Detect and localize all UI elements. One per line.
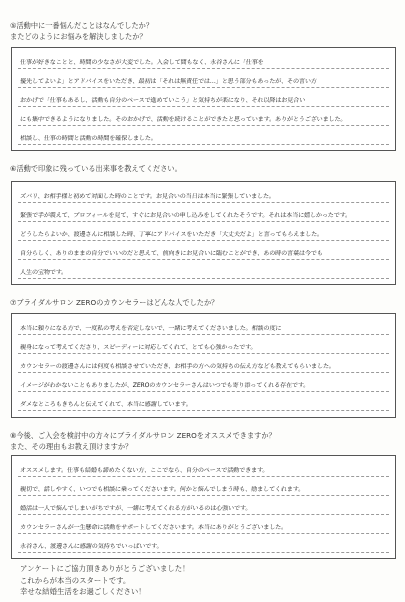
closing-line-3: 幸せな結婚生活をお過ごしください！	[20, 587, 146, 596]
answer-8-line-3: 婚活は一人で悩んでしまいがちですが、一緒に考えてくれる方がいるのは心強いです。	[19, 505, 252, 512]
answer-box-6	[11, 181, 396, 285]
question-6-line-1: ⑥活動で印象に残っている出来事を教えてください。	[10, 164, 182, 173]
closing-line-1: アンケートにご協力頂きありがとうございました！	[20, 564, 190, 573]
answer-box-7	[11, 313, 396, 418]
answer-box-8	[11, 455, 396, 559]
question-5-line-2: またどのようにお悩みを解決しましたか？	[10, 32, 147, 41]
answer-7-line-3: カウンセラーの渡邊さんには何度も相談させていただき、お相手の方への気持ちの伝え方なども教えてもらいました。	[19, 363, 336, 370]
answer-5-line-2: 優先してよいよ」とアドバイスをいただき、最初は「それは無責任では…」と思う部分もあったが、その言い方	[19, 78, 317, 85]
question-6	[10, 163, 395, 174]
answer-5-line-3: おかげで「仕事もあるし、活動も自分のペースで進めていこう」と気持ちが楽になり、それ以降はお見合い	[19, 97, 306, 104]
question-7-line-1: ⑦ブライダルサロン ZEROのカウンセラーはどんな人でしたか？	[10, 298, 219, 307]
answer-6-line-5: 人生の宝物です。	[19, 269, 68, 276]
question-5	[10, 20, 395, 42]
answer-7-line-1: 本当に頼りになる方で、一度私の考えを否定しないで、一緒に考えてくださいました。相談の度に	[19, 325, 282, 332]
answer-8-line-1: オススメします。仕事も結婚も諦めたくない方、ここでなら、自分のペースで活動できます。	[19, 467, 269, 474]
answer-8-line-5: 永谷さん、渡邊さんに感謝の気持ちでいっぱいです。	[19, 543, 163, 550]
question-5-line-1: ⑤活動中に一番悩んだことはなんでしたか？	[10, 21, 154, 30]
answer-7-line-4: イメージがわかないこともありましたが、ZEROのカウンセラーさんはいつでも寄り添ってくれる存在です。	[19, 382, 310, 389]
answer-box-5	[11, 47, 396, 151]
answer-6-line-1: ズバリ、お相手様と初めて対面した時のことです。お見合いの当日は本当に緊張していました。	[19, 193, 276, 200]
closing-line-2: これからが本当のスタートです。	[20, 575, 131, 585]
answer-7-line-2: 親身になって考えてくださり、スピーディーに対応してくれて、とても心強かったです。	[19, 344, 257, 351]
closing-message	[20, 563, 380, 598]
answer-8-line-2: 親切で、話しやすく、いつでも相談に乗ってくださいます。何かと悩んでしまう時も、励ましてくれます。	[19, 486, 305, 493]
question-8-line-1: ⑧今後、ご入会を検討中の方々にブライダルサロン ZEROをオススメできますか？	[10, 431, 276, 440]
question-8	[10, 430, 395, 452]
answer-6-line-4: 自分らしく、ありのままの自分でいいのだと思えて、前向きにお見合いに臨むことができ、あの時の言葉は今でも	[19, 250, 323, 257]
question-7	[10, 297, 395, 308]
answer-5-line-5: 相談し、仕事の時間と活動の時間を確保しました。	[19, 135, 157, 142]
answer-8-line-4: カウンセラーさんが一生懸命に活動をサポートしてくださいます。本当にありがとうございました。	[19, 524, 288, 531]
answer-6-line-2: 緊張で手が震えて、プロフィールを見て、すぐにお見合いの申し込みをしてくれたそうです。それは本当に嬉しかったです。	[19, 212, 352, 219]
answer-5-line-4: にも集中できるようになりました。そのおかげで、活動を続けることができたと思っています。ありがとうございました。	[19, 116, 347, 123]
answer-5-line-1: 仕事が好きなことと、時間の少なさが大変でした。入会して間もなく、永谷さんに「仕事を	[19, 59, 264, 66]
answer-6-line-3: どうしたらよいか、渡邊さんに相談した時、丁寧にアドバイスをいただき「大丈夫だよ」と言ってもらえました。	[19, 231, 324, 238]
answer-7-line-5: ダメなところもきちんと伝えてくれて、本当に感謝しています。	[19, 401, 193, 408]
question-8-line-2: また、その理由もお教え頂けますか？	[10, 442, 133, 451]
